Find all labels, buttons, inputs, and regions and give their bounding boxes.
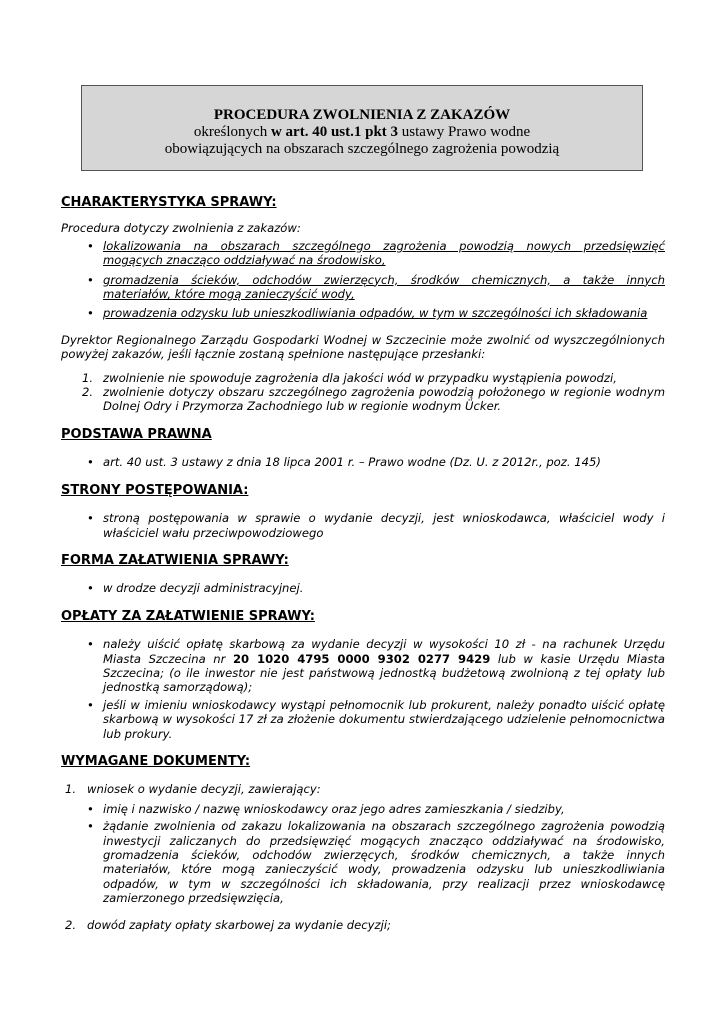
parties-list (61, 511, 665, 540)
conditions-list (61, 371, 665, 414)
list-item: 1. wniosek o wydanie decyzji, zawierający: • imię i nazwisko / nazwę wnioskodawcy oraz jego adres zamieszkania / siedziby, • żądanie zwolnienia od zakazu lokalizowania na obszarach szczególnego zagrożenia powodzią inwestycji zaliczanych do przedsięwzięć mogących znacząco oddziaływać na środowisko, gromadzenia ścieków, odchodów zwierzęcych, środków chemicznych, a także innych materiałów, które mogą zanieczyścić wody, prowadzenia odzysku lub unieszkodliwiania odpadów, w tym w szczególności ich składowania, przy realizacji przez wnioskodawcę zamierzonego przedsięwzięcia, (61, 782, 665, 905)
list-item: • stroną postępowania w sprawie o wydanie decyzji, jest wnioskodawca, właściciel wody i właściciel wału przeciwpowodziowego (61, 511, 665, 540)
list-item: • żądanie zwolnienia od zakazu lokalizowania na obszarach szczególnego zagrożenia powodzią inwestycji zaliczanych do przedsięwzięć mogących znacząco oddziaływać na środowisko, gromadzenia ścieków, odchodów zwierzęcych, środków chemicznych, a także innych materiałów, które mogą zanieczyścić wody, prowadzenia odzysku lub unieszkodliwiania odpadów, w tym w szczególności ich składowania, przy realizacji przez wnioskodawcę zamierzonego przedsięwzięcia, (61, 819, 665, 905)
bank-account-number: 20 1020 4795 0000 9302 0277 9429 (232, 651, 491, 666)
documents-list (61, 782, 665, 932)
prohibitions-list (61, 239, 665, 321)
subtitle-post: ustawy Prawo wodne (398, 124, 531, 140)
heading-dokumenty: WYMAGANE DOKUMENTY: (61, 753, 251, 769)
subtitle-pre: określonych (193, 124, 271, 140)
heading-podstawa: PODSTAWA PRAWNA (61, 426, 212, 442)
list-item: • art. 40 ust. 3 ustawy z dnia 18 lipca 2001 r. – Prawo wodne (Dz. U. z 2012r., poz. 145) (61, 455, 665, 469)
intro-text: Procedura dotyczy zwolnienia z zakazów: (61, 221, 301, 236)
application-contents-list (61, 802, 665, 906)
list-item: 1. zwolnienie nie spowoduje zagrożenia dla jakości wód w przypadku wystąpienia powodzi, (82, 370, 617, 385)
list-item: • w drodze decyzji administracyjnej. (61, 581, 665, 595)
heading-forma: FORMA ZAŁATWIENIA SPRAWY: (61, 552, 289, 568)
list-item: • lokalizowania na obszarach szczególnego zagrożenia powodzią nowych przedsięwzięć mogących znacząco oddziaływać na środowisko, (61, 239, 665, 268)
form-list (61, 581, 665, 595)
list-item: 2. zwolnienie dotyczy obszaru szczególnego zagrożenia powodzią położonego w regionie wodnym Dolnej Odry i Przymorza Zachodniego lub w regionie wodnym Ücker. (82, 385, 665, 414)
title-box (81, 85, 643, 171)
list-item: • jeśli w imieniu wnioskodawcy wystąpi pełnomocnik lub prokurent, należy ponadto uiścić opłatę skarbową w wysokości 17 zł za złożenie dokumentu stwierdzającego udzielenie pełnomocnictwa lub prokury. (61, 698, 665, 741)
list-item: • gromadzenia ścieków, odchodów zwierzęcych, środków chemicznych, a także innych materiałów, które mogą zanieczyścić wody, (61, 273, 665, 302)
document-subtitle (82, 124, 642, 141)
list-item: 2. dowód zapłaty opłaty skarbowej za wydanie decyzji; (65, 917, 391, 932)
conditions-intro: Dyrektor Regionalnego Zarządu Gospodarki Wodnej w Szczecinie może zwolnić od wyszczególnionych powyżej zakazów, jeśli łącznie zostaną spełnione następujące przesłanki: (61, 332, 665, 362)
document-body (61, 196, 665, 932)
legal-basis-list (61, 455, 665, 469)
document-title: PROCEDURA ZWOLNIENIA Z ZAKAZÓW (213, 107, 511, 123)
subtitle-article: w art. 40 ust.1 pkt 3 (270, 124, 399, 140)
heading-charakterystyka: CHARAKTERYSTYKA SPRAWY: (61, 195, 277, 210)
document-scope: obowiązujących na obszarach szczególnego zagrożenia powodzią (164, 141, 560, 157)
heading-strony: STRONY POSTĘPOWANIA: (61, 482, 249, 498)
list-item: • prowadzenia odzysku lub unieszkodliwiania odpadów, w tym w szczególności ich składowania (61, 306, 665, 320)
list-item: • imię i nazwisko / nazwę wnioskodawcy oraz jego adres zamieszkania / siedziby, (61, 802, 665, 816)
heading-oplaty: OPŁATY ZA ZAŁATWIENIE SPRAWY: (61, 608, 315, 624)
fees-list (61, 637, 665, 741)
list-item: • należy uiścić opłatę skarbową za wydanie decyzji w wysokości 10 zł - na rachunek Urzędu Miasta Szczecina nr 20 1020 4795 0000 9302 0277 9429 lub w kasie Urzędu Miasta Szczecina; (o ile inwestor nie jest państwową jednostką budżetową zwolnioną z tej opłaty lub jednostką samorządową); (61, 637, 665, 695)
